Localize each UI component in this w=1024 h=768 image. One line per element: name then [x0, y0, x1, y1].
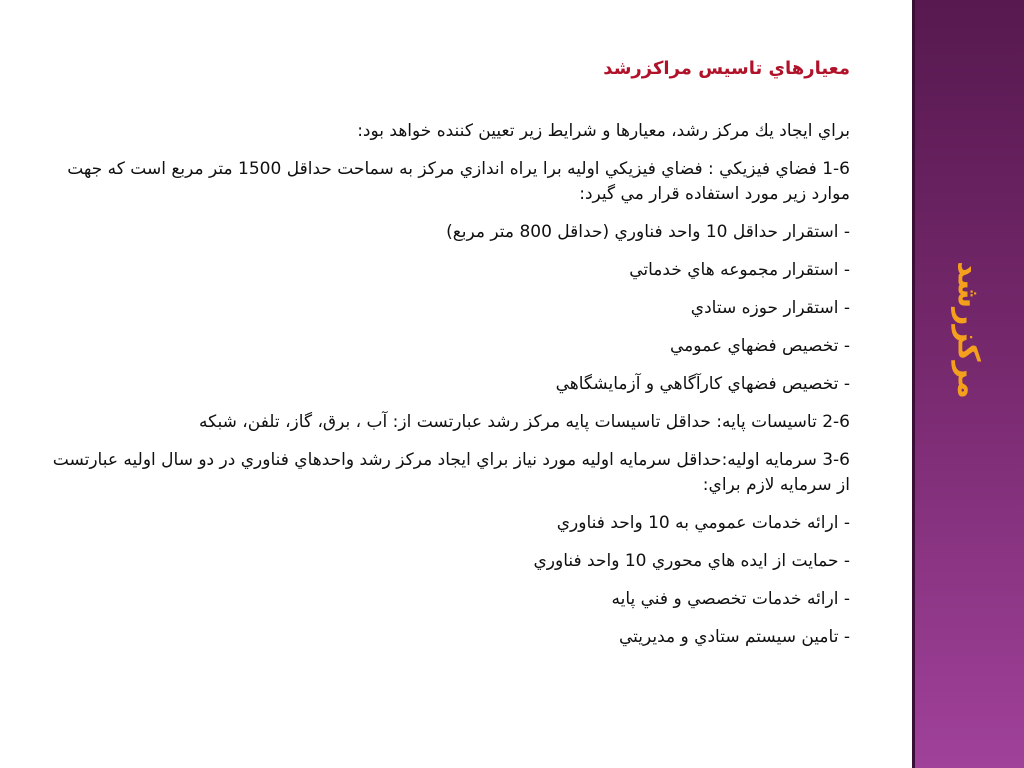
- bullet-general-services: - ارائه خدمات عمومي به 10 واحد فناوري: [556, 513, 850, 534]
- bullet-workshop-lab-spaces: - تخصيص فضهاي كارآگاهي و آزمايشگاهي: [555, 374, 850, 395]
- bullet-service-complexes: - استقرار مجموعه هاي خدماتي: [629, 260, 850, 281]
- bullet-staff-area: - استقرار حوزه ستادي: [690, 298, 850, 319]
- sidebar-title: مرکزرشد: [950, 261, 986, 399]
- bullet-core-ideas-support: - حمايت از ايده هاي محوري 10 واحد فناوري: [533, 551, 850, 572]
- section-physical-space: 1-6 فضاي فيزيكي : فضاي فيزيكي اوليه برا يراه اندازي مركز به سماحت حداقل 1500 متر مربع است كه جهت موارد زير مورد استفاده قرار مي گيرد:: [67, 159, 850, 205]
- section-initial-capital: 3-6 سرمايه اوليه:حداقل سرمايه اوليه مورد نياز براي ايجاد مركز رشد واحدهاي فناوري در دو سال اوليه عبارتست از سرمايه لازم براي:: [52, 450, 850, 496]
- bullet-technical-services: - ارائه خدمات تخصصي و فني پايه: [611, 589, 850, 610]
- bullet-public-spaces: - تخصيص فضهاي عمومي: [670, 336, 850, 357]
- sidebar-panel: [912, 0, 1024, 768]
- section-infrastructure: 2-6 تاسيسات پايه: حداقل تاسيسات پايه مركز رشد عبارتست از: آب ، برق، گاز، تلفن، شبكه: [199, 412, 850, 433]
- body-text: [50, 119, 850, 650]
- intro-line: براي ايجاد يك مركز رشد، معيارها و شرايط زير تعيين كننده خواهد بود:: [357, 121, 850, 142]
- bullet-management-system: - تامين سيستم ستادي و مديريتي: [618, 627, 850, 648]
- bullet-tech-units: - استقرار حداقل 10 واحد فناوري (حداقل 800 متر مربع): [446, 222, 850, 243]
- slide-content: [50, 56, 850, 663]
- slide-heading: معيارهاي تاسيس مراكزرشد: [603, 58, 850, 79]
